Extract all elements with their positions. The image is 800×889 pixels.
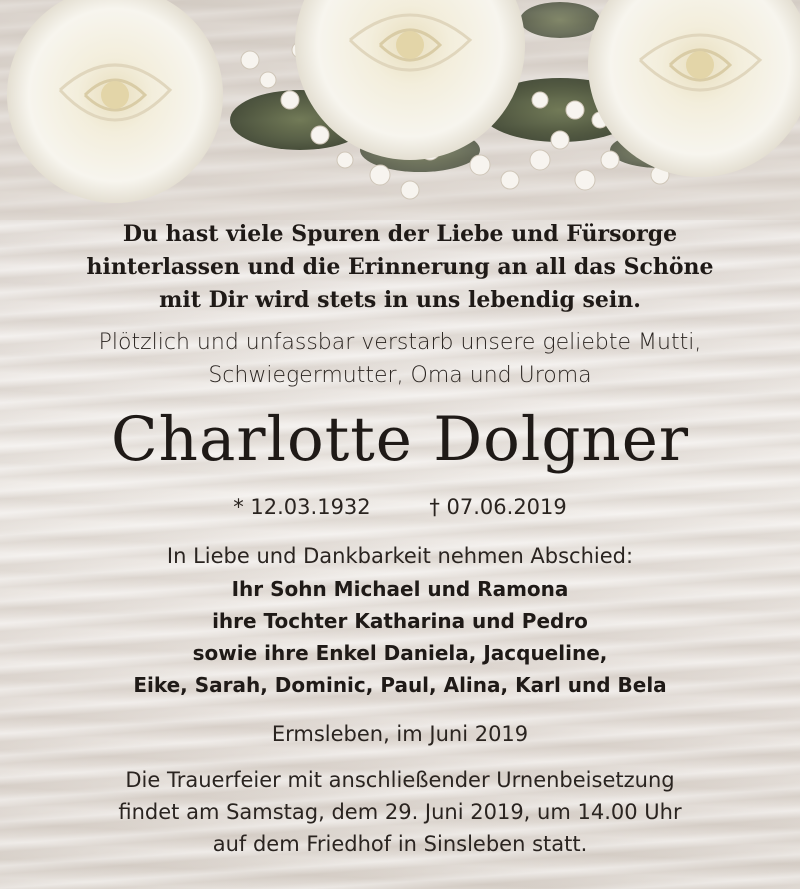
announcement-line: Plötzlich und unfassbar verstarb unsere geliebte Mutti, (98, 330, 702, 355)
announcement-line: Schwiegermutter, Oma und Uroma (208, 363, 592, 388)
mourners-line: ihre Tochter Katharina und Pedro (212, 609, 588, 633)
verse-line: mit Dir wird stets in uns lebendig sein. (159, 287, 641, 313)
white-roses-decoration (0, 0, 800, 220)
memorial-verse (0, 218, 800, 317)
funeral-line: findet am Samstag, dem 29. Juni 2019, um 14.00 Uhr (118, 800, 682, 824)
funeral-line: auf dem Friedhof in Sinsleben statt. (212, 832, 588, 856)
birth-date: * 12.03.1932 (233, 495, 371, 519)
death-date: † 07.06.2019 (429, 495, 567, 519)
death-announcement (0, 326, 800, 392)
deceased-name: Charlotte Dolgner (111, 404, 689, 475)
mourners-line: Eike, Sarah, Dominic, Paul, Alina, Karl und Bela (133, 673, 667, 697)
funeral-details (0, 764, 800, 860)
farewell-intro: In Liebe und Dankbarkeit nehmen Abschied: (166, 544, 634, 568)
life-dates (0, 492, 800, 522)
place-and-date: Ermsleben, im Juni 2019 (271, 722, 529, 746)
funeral-line: Die Trauerfeier mit anschließender Urnenbeisetzung (125, 768, 675, 792)
verse-line: hinterlassen und die Erinnerung an all das Schöne (86, 254, 714, 280)
mourners-line: sowie ihre Enkel Daniela, Jacqueline, (192, 641, 608, 665)
verse-line: Du hast viele Spuren der Liebe und Fürsorge (122, 221, 678, 247)
mourners-list (0, 573, 800, 701)
mourners-line: Ihr Sohn Michael und Ramona (231, 577, 569, 601)
